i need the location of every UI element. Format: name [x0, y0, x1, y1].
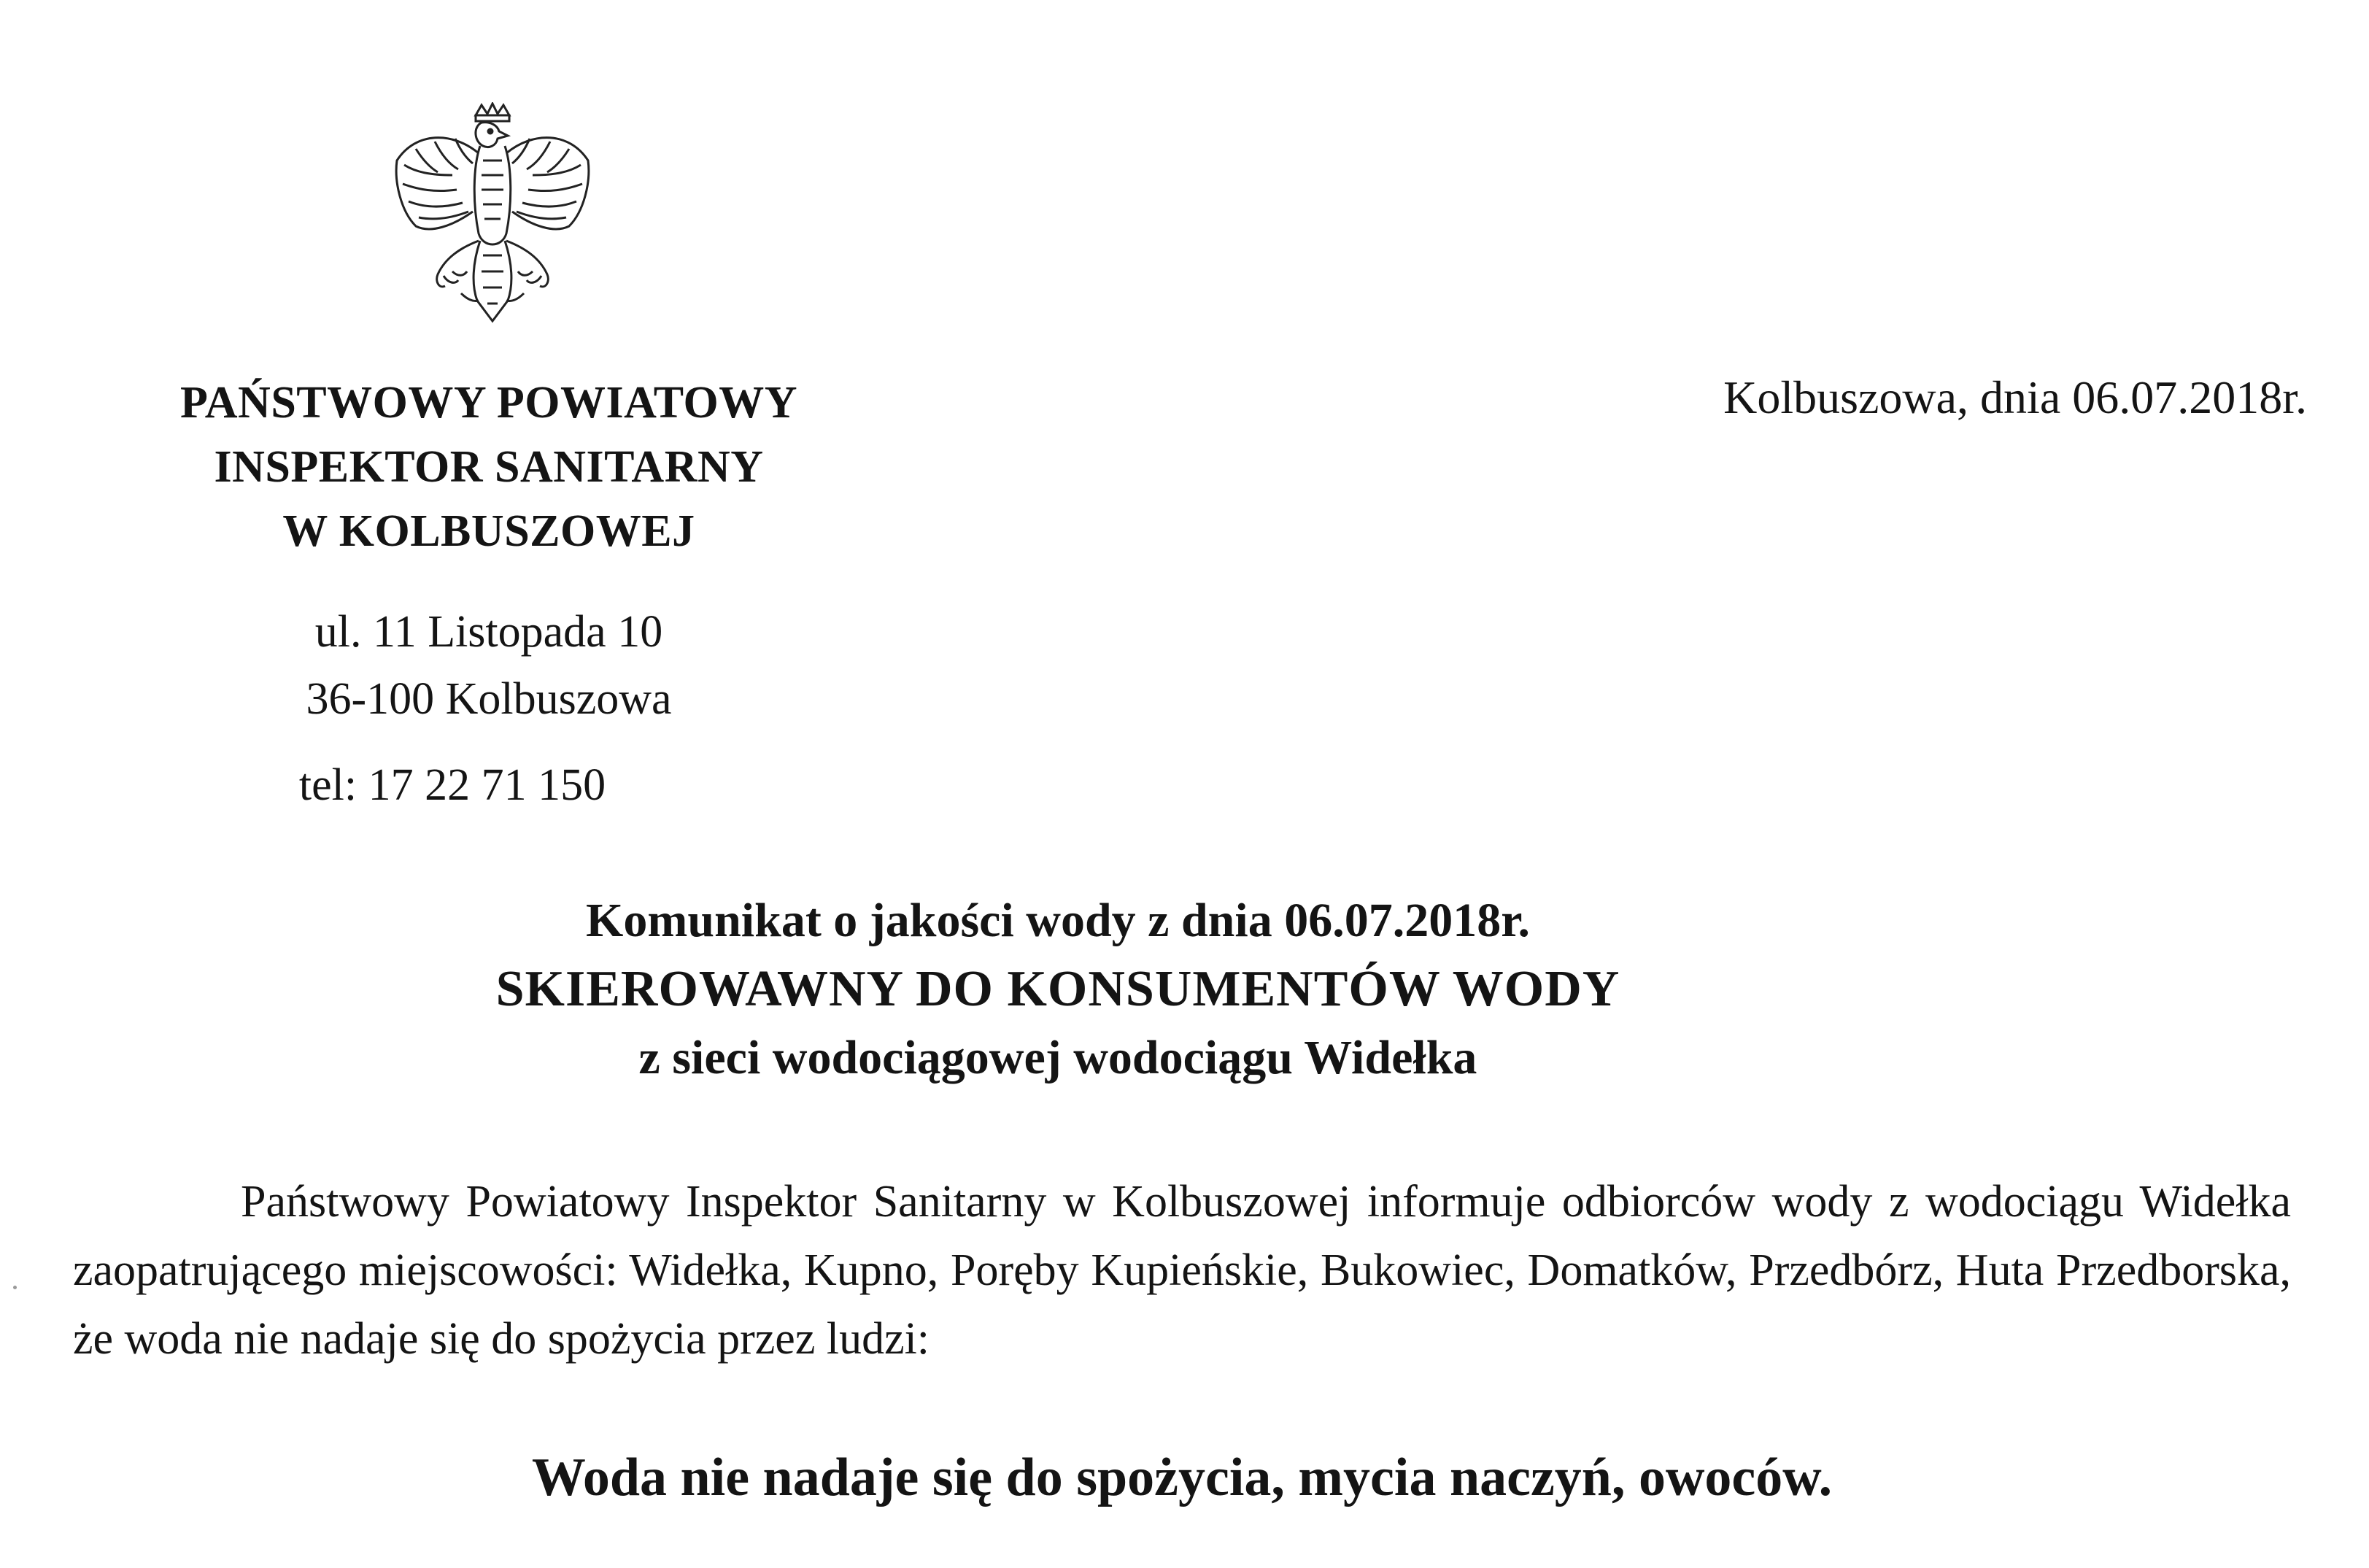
address-street: ul. 11 Listopada 10	[314, 607, 663, 657]
heading-line-2: SKIEROWAWNY DO KONSUMENTÓW WODY	[495, 961, 1620, 1017]
body-paragraph: Państwowy Powiatowy Inspektor Sanitarny w Kolbuszowej informuje odbiorców wody z wodociągu Widełka zaopatrującego miejscowości: Widełka, Kupno, Poręby Kupieńskie, Bukowiec, Domatków, Przedbórz, Huta Przedborska, że woda nie nadaje się do spożycia przez ludzi:	[73, 1177, 2291, 1364]
heading-line-3: z sieci wodociągowej wodociągu Widełka	[638, 1031, 1477, 1084]
issuer-line-1: PAŃSTWOWY POWIATOWY	[180, 378, 797, 428]
issuer-name	[109, 371, 868, 563]
document-heading	[219, 887, 1897, 1092]
address-city: 36-100 Kolbuszowa	[306, 674, 672, 724]
document-date: Kolbuszowa, dnia 06.07.2018r.	[1723, 371, 2307, 423]
issuer-line-2: INSPEKTOR SANITARNY	[214, 442, 764, 492]
scan-speck	[13, 1286, 17, 1289]
polish-white-eagle-emblem-icon	[387, 102, 598, 328]
heading-line-1: Komunikat o jakości wody z dnia 06.07.2018r.	[586, 894, 1530, 947]
warning-statement: Woda nie nadaje się do spożycia, mycia naczyń, owoców.	[531, 1448, 1833, 1507]
issuer-address	[109, 598, 868, 733]
issuer-line-3: W KOLBUSZOWEJ	[282, 506, 695, 556]
issuer-phone: tel: 17 22 71 150	[298, 760, 606, 810]
